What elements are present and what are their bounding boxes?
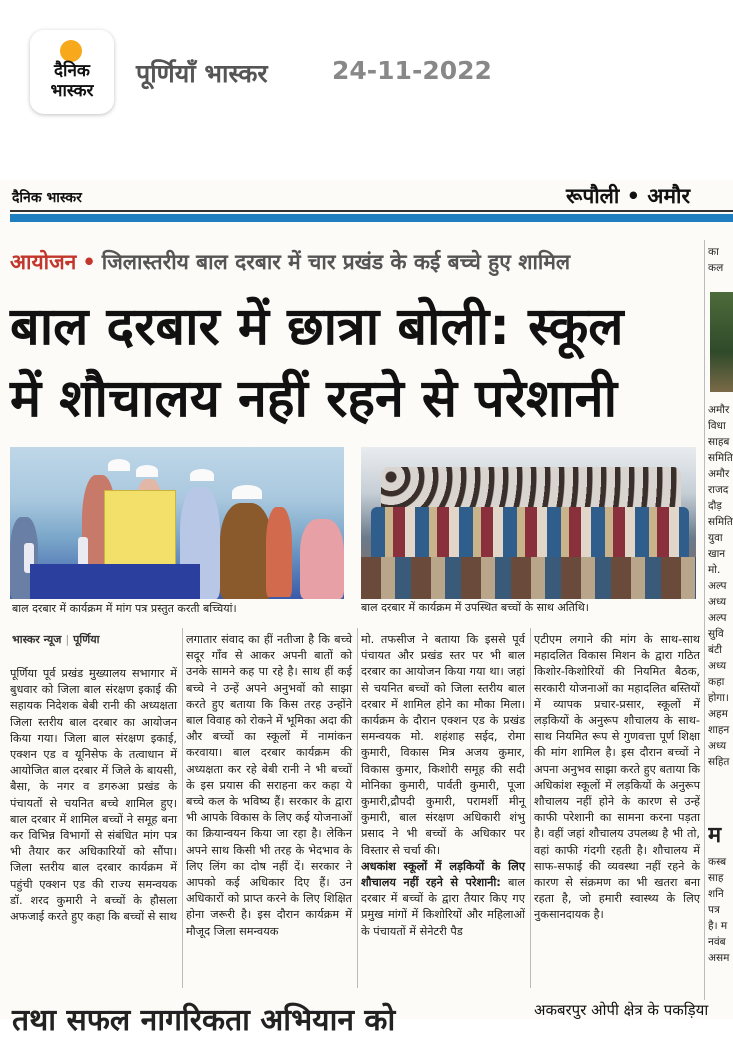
byline-place: पूर्णिया — [73, 633, 100, 646]
byline-source: भास्कर न्यूज — [12, 633, 62, 646]
article-paragraph: पूर्णिया पूर्व प्रखंड मुख्यालय सभागार में बुधवार को जिला बाल संरक्षण इकाई की सहायक निदेशक बेबी रानी की अध्यक्षता जिला स्तरीय बाल दरबार का आयोजन किया गया। जिला बाल संरक्षण इकाई, एक्शन एड व यूनिसेफ के तत्वाधान में आयोजित बाल दरबार में जिले के बायसी, बैसा, के नगर व डगरुआ प्रखंड के पंचायतों से चयनित बच्चे शामिल हुए। बाल दरबार में शामिल बच्चों ने समूह बना कर विभिन्न विभागों से संबंधित मांग पत्र भी तैयार कर अधिकारियों को सौंपा। जिला स्तरीय बाल दरबार कार्यक्रम में पहुंची एक्शन एड की राज्य समन्वयक डॉ. शरद कुमारी ने बच्चों के हौसला अफजाई करते हुए कहा कि बच्चों से साथ — [10, 667, 177, 924]
photo-left-caption: बाल दरबार में कार्यक्रम में मांग पत्र प्रस्तुत करती बच्चियां। — [12, 602, 237, 615]
logo-sun-icon — [60, 40, 82, 62]
masthead-blue-band — [10, 214, 733, 222]
right-line: सुवि — [708, 628, 724, 640]
column-divider — [530, 628, 531, 988]
article-paragraph: एटीएम लगाने की मांग के साथ-साथ महादलित विकास मिशन के द्वारा गठित किशोर-किशोरियों की नियमित बैठक, सरकारी योजनाओं का महादलित बस्तियों में व्यापक प्रचार-प्रसार, स्कूलों में लड़कियों के अनुरूप शौचालय के साथ-साथ नियमित रूप से गुणवत्ता पूर्ण शिक्षा की मांग शामिल है। इस दौरान बच्चों ने अपना अनुभव साझा करते हुए बताया कि अधिकांश स्कूलों में लड़कियों के अनुरूप शौचालय नहीं होने के कारण से उन्हें काफी परेशानी का सामना करना पड़ता है। वहीं जहां शौचालय उपलब्ध है भी तो, वहां काफी गंदगी रहती है। शौचालय में साफ-सफाई की व्यवस्था नहीं रहने के कारण से संक्रमण का भी खतरा बना रहता है, जो हमारी स्वास्थ्य के लिए नुकसानदायक है। — [534, 633, 700, 922]
article-kicker — [10, 248, 570, 276]
right-line: है। म — [708, 920, 728, 932]
right-line: अध्य — [708, 740, 727, 752]
headline-line2: में शौचालय नहीं रहने से परेशानी — [10, 369, 618, 429]
right-line: साहब — [708, 436, 730, 448]
right-line: शाहन — [708, 724, 730, 736]
article-paragraph: लगातार संवाद का हीं नतीजा है कि बच्चे सदूर गाँव से आकर अपनी बातों को उनके सामने कह पा रहे है। साथ हीं कई बच्चे ने उन्हें अपने अनुभवों को साझा करते हुए बताया कि किस तरह उन्होंने बाल विवाह को रोकने में भूमिका अदा की और बच्चों का स्कूलों में नामांकन करवाया। बाल दरबार कार्यक्रम की अध्यक्षता कर रहे बेबी रानी ने भी बच्चों के इस प्रयास की सराहना कर कहा ये बच्चे कल के भविष्य हैं। सरकार के द्वारा भी आपके विकास के लिए कई योजनाओं का क्रियान्वयन किया जा रहा है। लेकिन अपने साथ किसी भी तरह के भेदभाव के लिए लिंग का दोष नहीं दें। सरकार ने आपको कई अधिकार दिए हैं। उन अधिकारों को प्राप्त करने के लिए शिक्षित होना जरूरी है। इस दौरान कार्यक्रम में मौजूद जिला समन्वयक — [186, 633, 352, 938]
logo-text-line1: दैनिक — [54, 61, 90, 81]
next-article-headline: तथा सफल नागरिकता अभियान को — [12, 1003, 396, 1038]
edition-title[interactable]: पूर्णियाँ भास्कर — [136, 59, 268, 88]
right-line: सहित — [708, 756, 730, 768]
right-article-text — [708, 402, 733, 770]
right-line: का — [708, 246, 719, 258]
right-line: पत्र — [708, 904, 720, 916]
right-line: अध्य — [708, 596, 727, 608]
byline-separator: | — [65, 633, 70, 646]
column-divider — [357, 628, 358, 988]
right-heading: म — [708, 823, 722, 848]
next-article-headline-right: अकबरपुर ओपी क्षेत्र के पकड़िया — [534, 1001, 709, 1019]
article-photo-right — [361, 447, 696, 599]
article-paragraph: मो. तफसीज ने बताया कि इससे पूर्व पंचायत और प्रखंड स्तर पर भी बाल दरबार का आयोजन किया गया था। जहां से चयनित बच्चों को जिला स्तरीय बाल दरबार में शामिल होने का मौका मिला। कार्यक्रम के दौरान एक्शन एड के प्रखंड समन्वयक मो. शहंशाह सईद, रोमा कुमारी, विकास मित्र अजय कुमार, विकास कुमार, किशोरी समूह की सदी मोनिका कुमारी, पार्वती कुमारी, पूजा कुमारी,द्रौपदी कुमारी, परामर्शी मीनू कुमारी, बाल संरक्षण अधिकारी शंभु प्रसाद ने भी बच्चों के अधिकार पर विस्तार से चर्चा की। — [361, 633, 525, 857]
article-column-4 — [534, 632, 700, 924]
masthead-right: रूपौली • अमौर — [566, 184, 691, 208]
right-line: युवा — [708, 532, 723, 544]
right-line: कल — [708, 262, 724, 274]
logo-text-line2: भास्कर — [50, 81, 94, 101]
right-line: अल्प — [708, 612, 727, 624]
column-divider — [182, 628, 183, 988]
right-article-photo — [710, 292, 733, 392]
headline-line1: बाल दरबार में छात्रा बोली: स्कूल — [10, 297, 624, 357]
article-column-3 — [361, 632, 525, 940]
column-divider — [704, 240, 705, 1000]
right-line: अध्य — [708, 660, 727, 672]
right-line: विधा — [708, 420, 726, 432]
kicker-text: जिलास्तरीय बाल दरबार में चार प्रखंड के कई बच्चे हुए शामिल — [101, 250, 571, 274]
article-column-1 — [10, 666, 177, 925]
right-line: साह — [708, 872, 724, 884]
photo-right-caption: बाल दरबार में कार्यक्रम में उपस्थित बच्चों के साथ अतिथि। — [361, 601, 589, 614]
masthead-rule — [10, 210, 733, 212]
article-paragraph: बाल दरबार में बच्चों के द्वारा तैयार किए गए प्रमुख मांगों में किशोरियों और महिलाओं के पंचायतों में सेनेटरी पैड — [361, 876, 526, 938]
right-article-text-2 — [708, 854, 733, 966]
right-line: समिति — [708, 452, 733, 464]
right-line: खान — [708, 548, 726, 560]
right-line: दौड़ — [708, 500, 722, 512]
right-line: अमौर — [708, 404, 730, 416]
byline — [12, 632, 99, 647]
table-blue-cloth — [30, 564, 200, 599]
kicker-label: आयोजन — [10, 250, 77, 274]
right-line: होगा। — [708, 692, 729, 704]
edition-date[interactable]: 24-11-2022 — [332, 56, 492, 85]
masthead-left: दैनिक भास्कर — [12, 190, 82, 206]
right-line: समिति — [708, 516, 733, 528]
right-line: शनि — [708, 888, 724, 900]
kicker-dot: • — [82, 250, 96, 274]
right-article-heading — [708, 822, 733, 850]
right-line: कहा — [708, 676, 725, 688]
right-line: अहम — [708, 708, 728, 720]
right-line: नवंब — [708, 936, 726, 948]
right-line: अल्प — [708, 580, 727, 592]
right-line: राजद — [708, 484, 729, 496]
article-subheading: अधकांश स्कूलों में लड़कियों के लिए शौचालय नहीं रहने से परेशानी: — [361, 859, 525, 890]
right-article-kicker — [708, 244, 733, 276]
article-column-2 — [186, 632, 352, 940]
right-line: अमौर — [708, 468, 730, 480]
demand-letter-poster — [104, 490, 176, 566]
right-line: मो. — [708, 564, 721, 576]
right-line: बंटी — [708, 644, 723, 656]
right-line: असम — [708, 952, 730, 964]
right-line: कस्ब — [708, 856, 727, 868]
